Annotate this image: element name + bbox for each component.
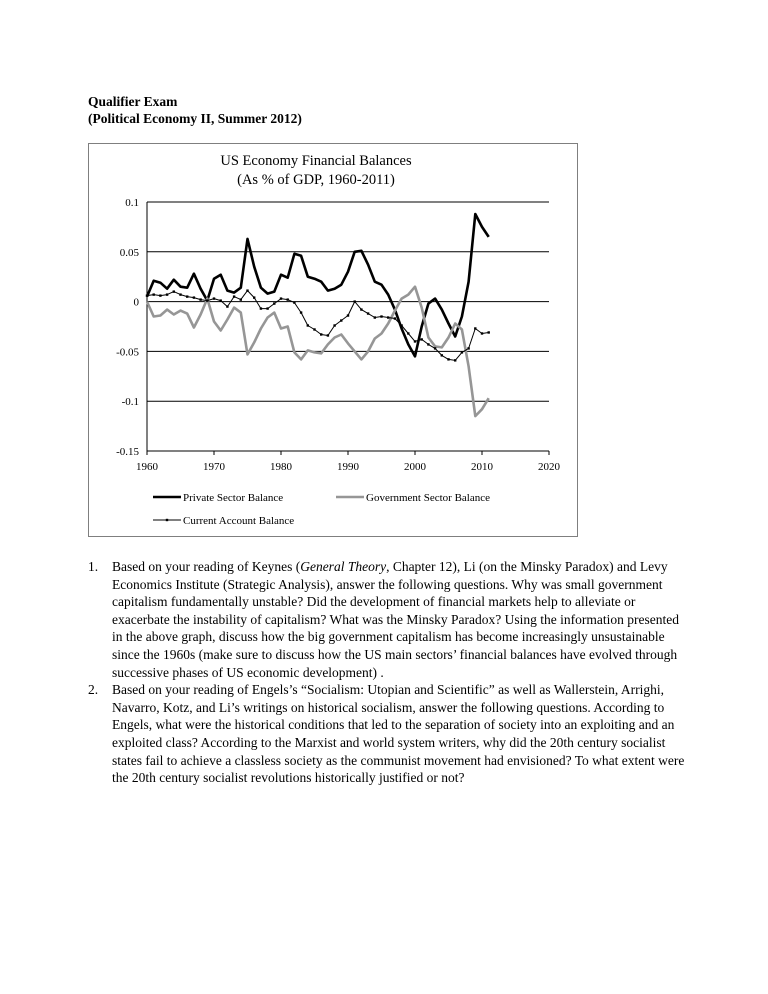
y-tick-label: -0.1 [121,396,139,409]
current-account-balance-point [146,294,148,296]
current-account-balance-legend-label: Current Account Balance [183,515,295,527]
exam-title: Qualifier Exam [88,94,178,109]
current-account-balance-point [447,358,449,360]
current-account-balance-point [173,290,175,292]
question-text: Based on your reading of Engels’s “Socialism: Utopian and Scientific” as well as Wallerstein, Arrighi, Navarro, Kotz, and Li’s writings on historical socialism, answer the following questions. According to Engels, what were the historical conditions that led to the separation of society into an exploiting and an exploited class? According to the Marxist and world system writers, why did the 20th century socialist states fail to achieve a classless society as the communist movement had envisioned? To what extent were the 20th century socialist revolutions historically justified or not? [112,682,685,786]
question-2 [88,681,688,787]
y-tick-label: 0.1 [125,197,139,209]
current-account-balance-point [474,327,476,329]
current-account-balance-point [193,296,195,298]
y-tick-label: -0.15 [116,446,139,458]
question-list [88,558,688,787]
current-account-balance-point [340,319,342,321]
question-number: 2. [88,682,99,698]
x-tick-label: 1990 [337,461,359,473]
current-account-balance-point [300,311,302,313]
current-account-balance-point [240,298,242,300]
current-account-balance-point [488,331,490,333]
current-account-balance-point [179,293,181,295]
financial-balances-chart [89,144,577,536]
axes [147,202,549,455]
x-tick-label: 1960 [136,461,158,473]
current-account-balance-point [407,332,409,334]
current-account-balance-point [467,347,469,349]
current-account-balance-point [159,294,161,296]
current-account-balance-point [414,340,416,342]
x-tick-label: 2000 [404,461,426,473]
current-account-balance-point [280,297,282,299]
current-account-balance-point [253,296,255,298]
y-tick-labels [116,197,139,458]
question-1 [88,558,688,681]
current-account-balance-point [380,315,382,317]
current-account-balance-point [421,338,423,340]
y-tick-label: 0.05 [119,246,139,259]
current-account-balance-point [199,298,201,300]
question-number: 1. [88,559,99,574]
series-lines [146,214,490,416]
chart-frame [88,143,578,537]
current-account-balance-point [354,300,356,302]
x-tick-label: 1980 [270,461,292,473]
x-tick-label: 2010 [471,461,493,473]
current-account-balance-point [287,298,289,300]
current-account-balance-point [273,302,275,304]
current-account-balance-point [293,301,295,303]
question-text: Based on your reading of Keynes (General Theory, Chapter 12), Li (on the Minsky Paradox) and Levy Economics Institute (Strategic Analysis), answer the following questions. Why was small government capitalism fundamentally unstable? Did the development of financial markets help to alleviate or exacerbate the instability of capitalism? What was the Minsky Paradox? Using the information presented in the above graph, discuss how the big government capitalism has become increasingly unsustainable since the 1960s (make sure to discuss how the US main sectors’ financial balances have evolved through successive phases of US economic development) . [112,559,679,680]
current-account-balance-point [461,351,463,353]
current-account-balance-point [360,308,362,310]
current-account-balance-point [153,293,155,295]
current-account-balance-legend-marker [166,519,168,521]
current-account-balance-point [481,332,483,334]
private-sector-balance-line [147,214,489,356]
current-account-balance-point [220,299,222,301]
current-account-balance-point [266,307,268,309]
current-account-balance-point [394,317,396,319]
current-account-balance-point [327,334,329,336]
current-account-balance-point [374,316,376,318]
current-account-balance-point [367,312,369,314]
current-account-balance-point [313,328,315,330]
chart-legend [153,492,490,527]
book-title: General Theory [300,559,387,574]
private-sector-balance-legend-label: Private Sector Balance [183,492,284,504]
current-account-balance-point [307,324,309,326]
current-account-balance-point [260,307,262,309]
x-tick-label: 2020 [538,461,560,473]
current-account-balance-point [233,295,235,297]
current-account-balance-point [333,324,335,326]
exam-subtitle: (Political Economy II, Summer 2012) [88,111,302,126]
current-account-balance-point [186,295,188,297]
current-account-balance-point [246,289,248,291]
current-account-balance-point [347,314,349,316]
current-account-balance-point [454,359,456,361]
chart-title: US Economy Financial Balances [220,153,412,169]
chart-subtitle: (As % of GDP, 1960-2011) [237,172,395,188]
current-account-balance-point [166,293,168,295]
current-account-balance-point [387,316,389,318]
current-account-balance-point [213,297,215,299]
x-tick-label: 1970 [203,461,225,473]
current-account-balance-point [206,299,208,301]
current-account-balance-point [400,324,402,326]
y-tick-label: -0.05 [116,346,139,359]
current-account-balance-point [441,354,443,356]
exam-heading [88,93,302,127]
current-account-balance-point [434,347,436,349]
current-account-balance-point [427,343,429,345]
current-account-balance-point [320,333,322,335]
government-sector-balance-legend-label: Government Sector Balance [366,492,491,504]
x-tick-labels [136,461,561,473]
y-tick-label: 0 [133,296,139,309]
current-account-balance-point [226,305,228,307]
